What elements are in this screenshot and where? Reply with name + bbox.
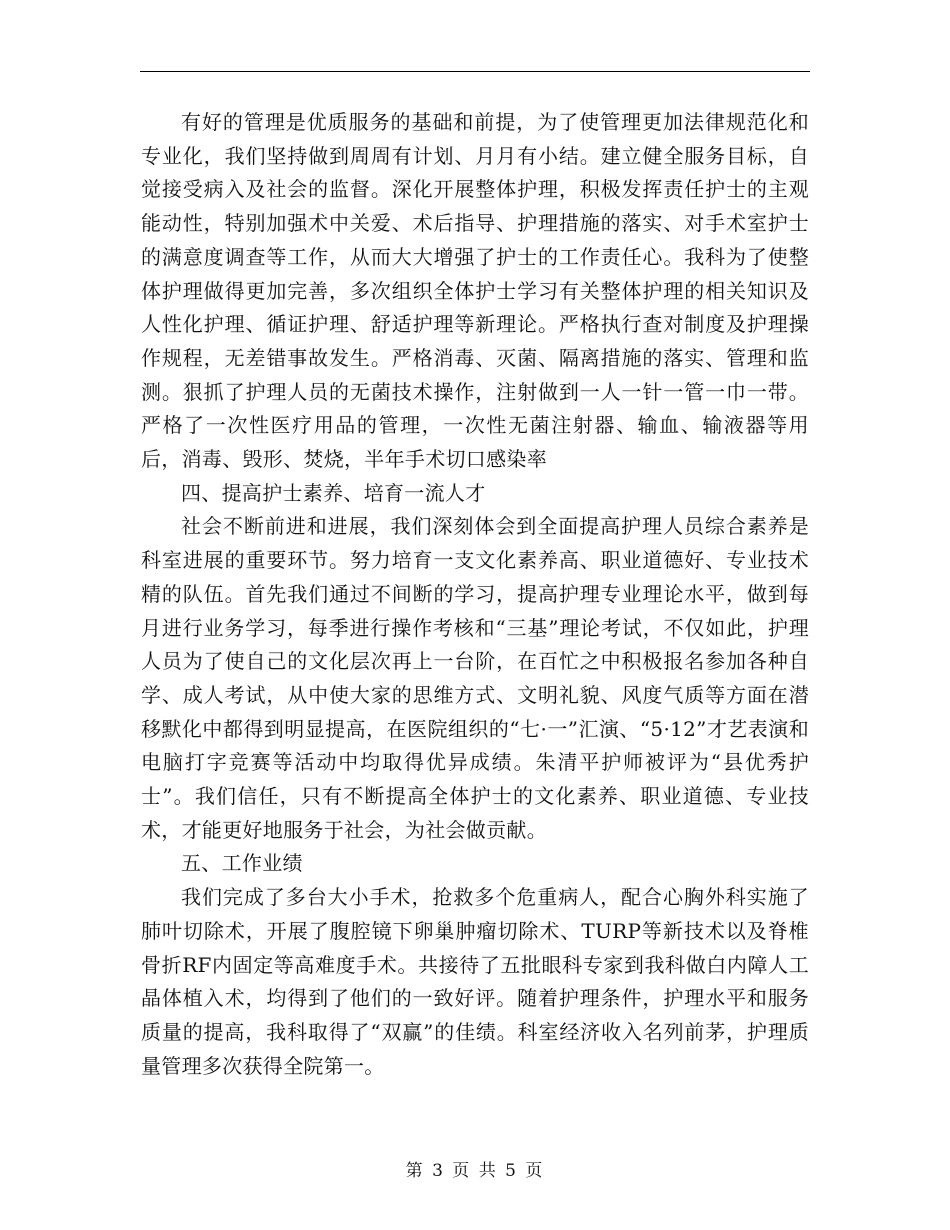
- section-heading-4: 四、提高护士素养、培育一流人才: [181, 480, 486, 505]
- paragraph-management: 有好的管理是优质服务的基础和前提，为了使管理更加法律规范化和专业化，我们坚持做到周周有计划、月月有小结。建立健全服务目标，自觉接受病入及社会的监督。深化开展整体护理，积极发挥责任护士的主观能动性，特别加强术中关爱、术后指导、护理措施的落实、对手术室护士的满意度调查等工作，从而大大增强了护士的工作责任心。我科为了使整体护理做得更加完善，多次组织全体护士学习有关整体护理的相关知识及人性化护理、循证护理、舒适护理等新理论。严格执行查对制度及护理操作规程，无差错事故发生。严格消毒、灭菌、隔离措施的落实、管理和监测。狠抓了护理人员的无菌技术操作，注射做到一人一针一管一巾一带。严格了一次性医疗用品的管理，一次性无菌注射器、输血、输液器等用后，消毒、毁形、焚烧，半年手术切口感染率: [141, 110, 809, 472]
- page-number-footer: 第 3 页 共 5 页: [405, 1161, 545, 1181]
- paragraph-achievements: 我们完成了多台大小手术，抢救多个危重病人，配合心胸外科实施了肺叶切除术，开展了腹腔镜下卵巢肿瘤切除术、TURP等新技术以及脊椎骨折RF内固定等高难度手术。共接待了五批眼科专家到我科做白内障人工晶体植入术，均得到了他们的一致好评。随着护理条件，护理水平和服务质量的提高，我科取得了“双赢”的佳绩。科室经济收入名列前茅，护理质量管理多次获得全院第一。: [141, 885, 809, 1078]
- paragraph-training: 社会不断前进和进展，我们深刻体会到全面提高护理人员综合素养是科室进展的重要环节。努力培育一支文化素养高、职业道德好、专业技术精的队伍。首先我们通过不间断的学习，提高护理专业理论水平，做到每月进行业务学习，每季进行操作考核和“三基”理论考试，不仅如此，护理人员为了使自己的文化层次再上一台阶，在百忙之中积极报名参加各种自学、成人考试，从中使大家的思维方式、文明礼貌、风度气质等方面在潜移默化中都得到明显提高，在医院组织的“七·一”汇演、“5·12”才艺表演和电脑打字竞赛等活动中均取得优异成绩。朱清平护师被评为“县优秀护士”。我们信任，只有不断提高全体护士的文化素养、职业道德、专业技术，才能更好地服务于社会，为社会做贡献。: [141, 514, 809, 842]
- section-heading-5: 五、工作业绩: [181, 851, 303, 876]
- header-rule: [140, 71, 810, 72]
- document-body: [141, 106, 809, 1083]
